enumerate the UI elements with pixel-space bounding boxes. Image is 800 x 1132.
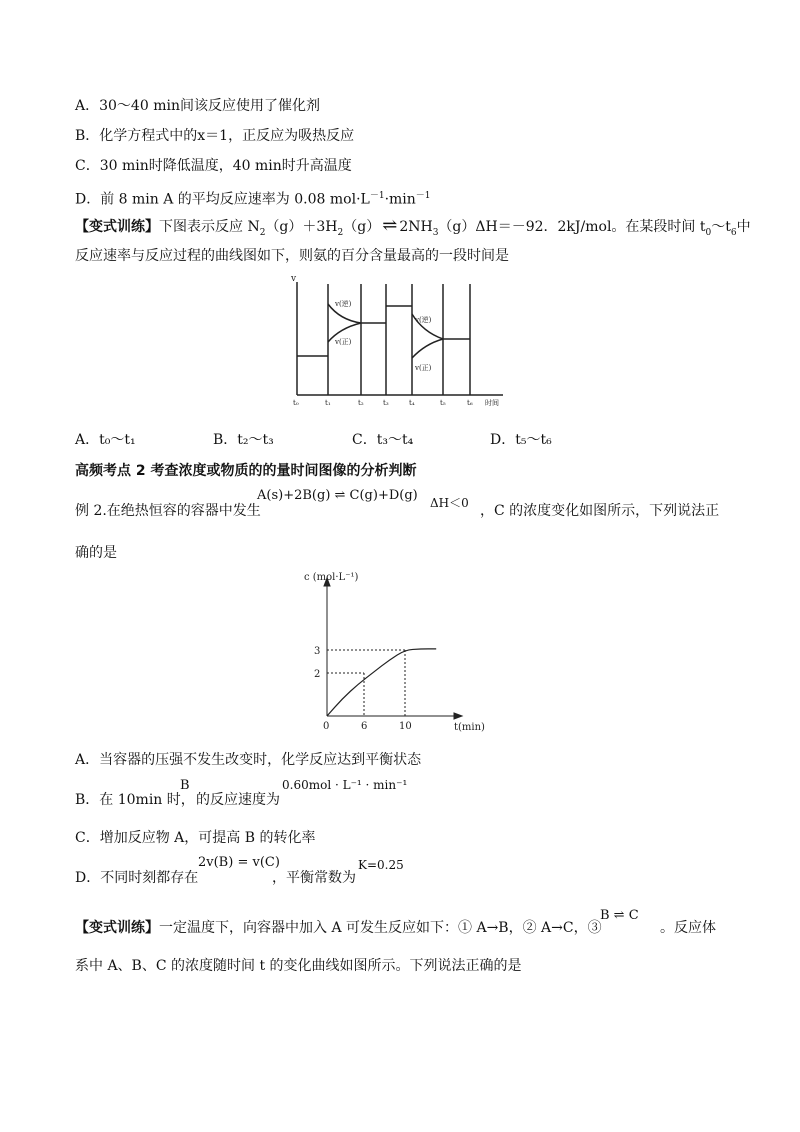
fig1-xlabel: 时间 [485, 399, 499, 407]
variant1-text-f: ～t [711, 219, 731, 235]
variant1-text-g: 中 [736, 219, 751, 235]
variant1-sub-nh3: 3 [432, 227, 439, 238]
variant1-option-d: D．t₅～t₆ [490, 432, 552, 448]
example2-option-b-prefix: B．在 10min 时， [75, 792, 195, 808]
variant1-sub-h2: 2 [337, 227, 344, 238]
variant2-line2: 系中 A、B、C 的浓度随时间 t 的变化曲线如图所示。下列说法正确的是 [75, 958, 522, 974]
fig1-tick-t1: t₁ [325, 399, 331, 407]
concentration-time-chart [290, 568, 500, 740]
example2-option-b-mid: 的反应速度为 [196, 792, 280, 808]
example2-line2: 确的是 [75, 545, 117, 561]
section2-title: 高频考点 2 考查浓度或物质的的量时间图像的分析判断 [75, 463, 417, 479]
fig1-tick-t3: t₃ [383, 399, 389, 407]
example2-option-d-formula: 2v(B) = v(C) [198, 855, 280, 870]
variant2-end: 。反应体 [660, 920, 716, 936]
variant1-option-a: A．t₀～t₁ [75, 432, 136, 448]
fig1-tick-t6: t₆ [467, 399, 473, 407]
chart2-xlabel: t(min) [454, 722, 485, 733]
fig1-curve-forward-2 [412, 339, 443, 358]
chart2-ylabel: c (mol·L⁻¹) [304, 572, 359, 583]
variant1-text-c: （g） [343, 219, 381, 235]
variant2-reaction3: B ⇌ C [600, 908, 639, 923]
example2-option-d-mid: ，平衡常数为 [272, 870, 356, 886]
fig1-label-rev1: v(逆) [335, 300, 352, 308]
variant2-line1 [75, 918, 602, 938]
example2-option-d-prefix: D．不同时刻都存在 [75, 870, 199, 886]
fig1-tick-t5: t₅ [440, 399, 446, 407]
example2-suffix: ，C 的浓度变化如图所示，下列说法正 [480, 503, 720, 519]
example2-equation: A(s)+2B(g) ⇌ C(g)+D(g) [257, 488, 418, 503]
rate-time-figure [285, 272, 510, 412]
q1-option-d-exp2: －1 [415, 191, 431, 201]
q1-option-d-exp1: －1 [369, 191, 385, 201]
fig1-ylabel: v [291, 274, 297, 284]
example2-delta-h: ΔH＜0 [430, 496, 469, 510]
variant1-text-b: （g）＋3H [265, 219, 338, 235]
chart2-series-line [327, 649, 436, 716]
example2-option-b-symbol: B [180, 778, 190, 793]
q1-option-a: A．30～40 min间该反应使用了催化剂 [75, 98, 320, 114]
example2-option-a: A．当容器的压强不发生改变时，化学反应达到平衡状态 [75, 752, 422, 768]
chart2-x-arrow [454, 713, 462, 719]
variant1-sub-n2: 2 [259, 227, 266, 238]
variant1-text-d: 2NH [399, 219, 433, 235]
variant2-text: 一定温度下，向容器中加入 A 可发生反应如下：① A→B，② A→C，③ [159, 920, 602, 936]
example2-option-b-value: 0.60mol · L⁻¹ · min⁻¹ [282, 778, 408, 792]
example2-option-d-value: K=0.25 [358, 858, 404, 872]
fig1-label-fwd1: v(正) [335, 338, 352, 346]
chart2-xtick-10: 10 [399, 721, 412, 732]
example2-prefix: 例 2.在绝热恒容的容器中发生 [75, 503, 261, 519]
fig1-label-rev2: v(逆) [415, 316, 432, 324]
fig1-label-fwd2: v(正) [415, 364, 432, 372]
fig1-tick-t2: t₂ [358, 399, 364, 407]
q1-option-d [75, 186, 431, 210]
chart2-xtick-0: 0 [323, 721, 330, 732]
fig1-tick-t0: t₀ [293, 399, 299, 407]
q1-option-d-text: D．前 8 min A 的平均反应速率为 0.08 mol·L [75, 191, 370, 208]
chart2-xtick-6: 6 [361, 721, 368, 732]
fig1-tick-t4: t₄ [409, 399, 415, 407]
variant1-tag: 【变式训练】 [75, 219, 159, 235]
chart2-ytick-3: 3 [314, 646, 321, 657]
variant1-text-a: 下图表示反应 N [159, 219, 260, 235]
q1-option-b: B．化学方程式中的x＝1，正反应为吸热反应 [75, 128, 355, 144]
chart2-ytick-2: 2 [314, 669, 321, 680]
variant1-sub-t6: 6 [730, 227, 737, 238]
equilibrium-arrow-icon: ⇌ [382, 215, 398, 236]
q1-option-d-mid: ·min [384, 191, 416, 208]
example2-option-c: C．增加反应物 A，可提高 B 的转化率 [75, 830, 316, 846]
variant1-option-b: B．t₂～t₃ [213, 432, 274, 448]
variant1-sub-t0: 0 [705, 227, 712, 238]
q1-option-c: C．30 min时降低温度，40 min时升高温度 [75, 158, 352, 174]
variant1-option-c: C．t₃～t₄ [352, 432, 414, 448]
variant1-line1 [75, 216, 751, 243]
variant2-tag: 【变式训练】 [75, 920, 159, 936]
variant1-line2: 反应速率与反应过程的曲线图如下，则氨的百分含量最高的一段时间是 [75, 248, 509, 264]
variant1-text-e: （g）ΔH＝－92．2kJ/mol。在某段时间 t [438, 219, 706, 235]
